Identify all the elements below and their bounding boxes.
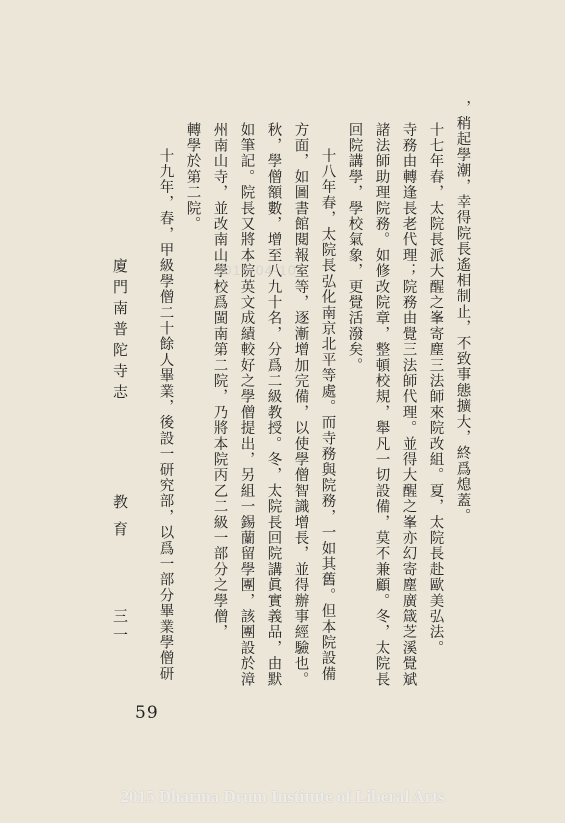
- text-column: 轉學於第二院。: [184, 122, 201, 232]
- text-column: 十七年春，太院長派大醒之峯寄塵三法師來院改組。夏，太院長赴歐美弘法。: [427, 122, 444, 656]
- text-column: 諸法師助理院務。如修改院章，整頓校規，舉凡一切設備，莫不兼顧。冬，太院長: [373, 122, 390, 688]
- page-number: 59: [135, 703, 159, 723]
- chinese-page-number: 三一: [111, 608, 129, 646]
- text-column: ，稍起學潮，幸得院長遙相制止，不致事態擴大，終爲熄蓋。: [454, 100, 471, 524]
- text-column: 州南山寺，並改南山學校爲閩南第二院，乃將本院丙乙二級一部分之學僧，: [211, 122, 228, 641]
- text-column: 方面，如圖書館閱報室等，逐漸增加完備，以使學僧智識增長，並得辦事經驗也。: [292, 122, 309, 688]
- book-title: 廈門南普陀寺志: [111, 258, 129, 405]
- watermark: 2015 Dharma Drum Institute of Liberal Arts: [120, 787, 445, 806]
- text-column: 秋，學僧額數，增至八九十名，分爲二級教授。冬，太院長回院講眞實義品，由默: [265, 122, 282, 688]
- date-stamp: 2015-04-10: [215, 262, 297, 278]
- text-column: 如筆記。院長又將本院英文成績較好之學僧提出，另組一錫蘭留學團，該團設於漳: [238, 122, 255, 688]
- text-column: 十八年春，太院長弘化南京北平等處。而寺務與院務，一如其舊。但本院設備: [319, 148, 336, 682]
- text-column: 寺務由轉逢長老代理；院務由覺三法師代理。並得大醒之峯亦幻寄塵廣箴芝溪覺斌: [400, 122, 417, 688]
- text-column: 回院講學，學校氣象，更覺活潑矣。: [346, 122, 363, 374]
- section-title: 教育: [111, 494, 129, 548]
- text-column: 十九年，春，甲級學僧二十餘人畢業，後設一研究部，以爲一部分畢業學僧研: [157, 148, 174, 682]
